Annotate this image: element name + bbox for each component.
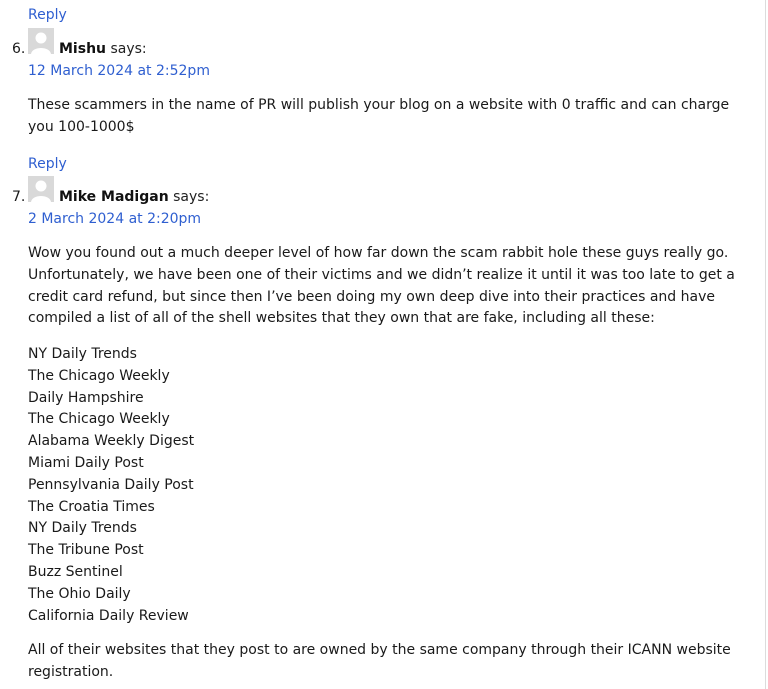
comment-author-line [59, 39, 147, 59]
right-border [765, 0, 766, 689]
reply-link[interactable]: Reply [28, 156, 67, 172]
comment-author[interactable]: Mike Madigan [59, 189, 169, 205]
comment-closing [28, 640, 756, 684]
comment-number: 7. [12, 189, 26, 205]
comment-author[interactable]: Mishu [59, 41, 106, 57]
list-item: Pennsylvania Daily Post [28, 476, 194, 493]
website-list [28, 344, 728, 627]
comment-date-link[interactable]: 2 March 2024 at 2:20pm [28, 211, 202, 227]
says-label: says: [173, 189, 210, 205]
comment-body [28, 95, 756, 139]
comment-paragraph: Wow you found out a much deeper level of how far down the scam rabbit hole these guys really go. Unfortunately, we have been one of their victims and we didn’t realize it until it was too late to get a credit card refund, but since then I’ve been doing my own deep dive into their practices and have compiled a list of all of the shell websites that they own that are fake, including all these: [28, 245, 735, 327]
list-item: The Tribune Post [28, 542, 144, 559]
comment-body [28, 243, 756, 330]
comment-author-line [59, 187, 209, 207]
says-label: says: [110, 41, 147, 57]
default-avatar-icon [28, 28, 54, 54]
list-item: Miami Daily Post [28, 454, 144, 471]
comment-paragraph: All of their websites that they post to are owned by the same company through their ICANN website registration. [28, 642, 731, 680]
comment-paragraph: These scammers in the name of PR will publish your blog on a website with 0 traffic and can charge you 100-1000$ [28, 97, 730, 135]
list-item: The Chicago Weekly [28, 367, 170, 384]
list-item: California Daily Review [28, 607, 189, 624]
reply-link-previous[interactable]: Reply [28, 7, 67, 23]
list-item: NY Daily Trends [28, 520, 137, 537]
list-item: Buzz Sentinel [28, 563, 123, 580]
list-item: The Ohio Daily [28, 585, 131, 602]
default-avatar-icon [28, 176, 54, 202]
list-item: The Chicago Weekly [28, 411, 170, 428]
list-item: Alabama Weekly Digest [28, 433, 195, 450]
list-item: NY Daily Trends [28, 346, 137, 362]
list-item: The Croatia Times [28, 498, 155, 515]
comment-date-link[interactable]: 12 March 2024 at 2:52pm [28, 63, 210, 79]
avatar [28, 28, 54, 54]
comment-number: 6. [12, 41, 26, 57]
avatar [28, 176, 54, 202]
list-item: Daily Hampshire [28, 389, 144, 406]
